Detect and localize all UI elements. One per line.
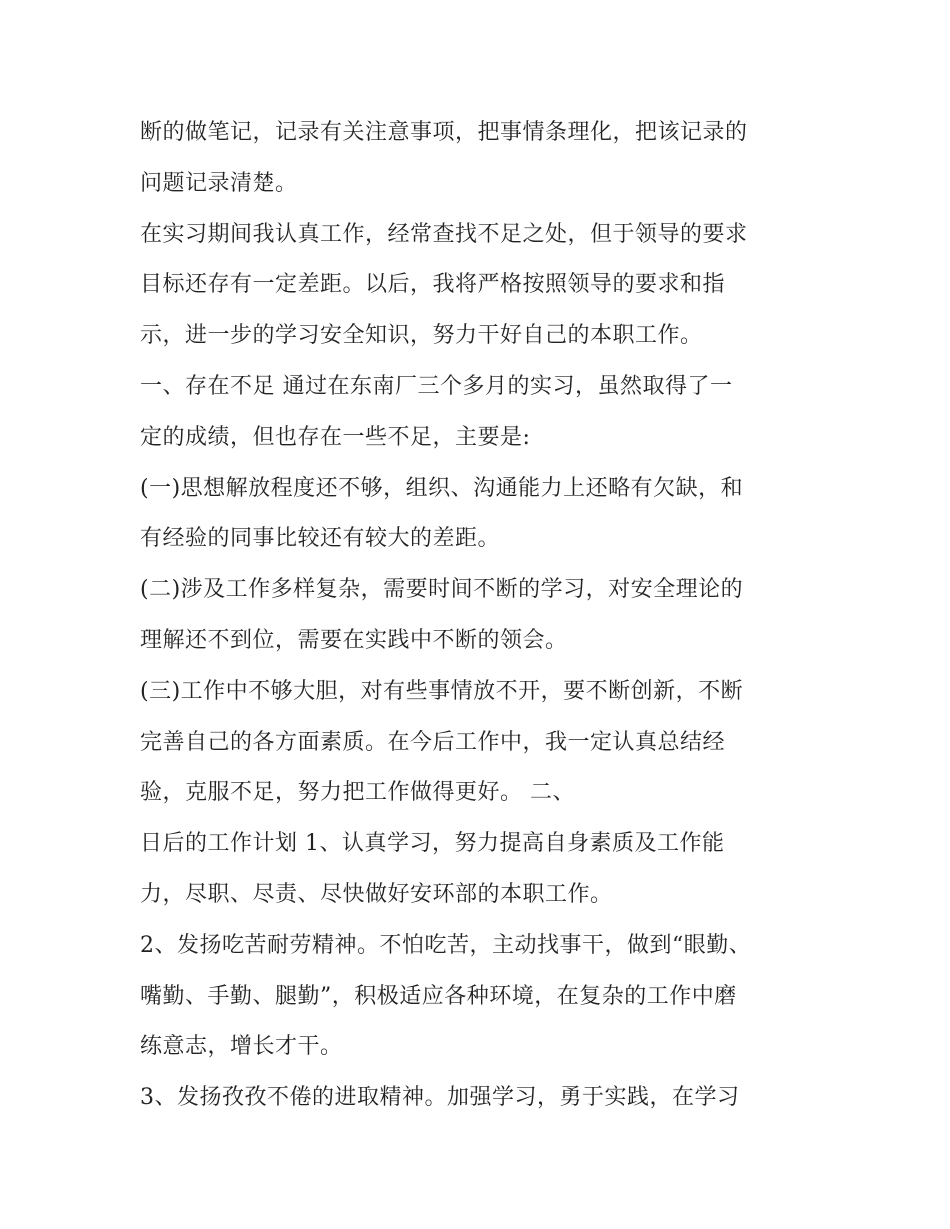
text-line: (二)涉及工作多样复杂，需要时间不断的学习，对安全理论的	[140, 577, 744, 603]
text-line: 2、发扬吃苦耐劳精神。不怕吃苦，主动找事干，做到“眼勤、	[140, 932, 752, 958]
document-body	[140, 108, 830, 1124]
text-line: 问题记录清楚。	[140, 170, 298, 196]
text-line: 力，尽职、尽责、尽快做好安环部的本职工作。	[140, 881, 613, 907]
text-line: 示，进一步的学习安全知识，努力干好自己的本职工作。	[140, 323, 703, 349]
text-line: 断的做笔记，记录有关注意事项，把事情条理化，把该记录的	[140, 120, 748, 145]
text-line: 完善自己的各方面素质。在今后工作中，我一定认真总结经	[140, 729, 726, 755]
text-line: 一、存在不足 通过在东南厂三个多月的实习，虽然取得了一	[140, 373, 733, 399]
text-line: 练意志，增长才干。	[140, 1034, 343, 1060]
text-line: 验，克服不足，努力把工作做得更好。 二、	[140, 780, 575, 806]
text-line: 有经验的同事比较还有较大的差距。	[140, 526, 501, 552]
text-line: (三)工作中不够大胆，对有些事情放不开，要不断创新，不断	[140, 678, 744, 704]
text-line: 嘴勤、手勤、腿勤”，积极适应各种环境，在复杂的工作中磨	[140, 983, 737, 1009]
text-line: (一)思想解放程度还不够，组织、沟通能力上还略有欠缺，和	[140, 475, 744, 501]
text-line: 在实习期间我认真工作，经常查找不足之处，但于领导的要求	[140, 221, 748, 247]
text-line: 目标还存有一定差距。以后，我将严格按照领导的要求和指	[140, 272, 726, 298]
text-line: 定的成绩，但也存在一些不足，主要是:	[140, 424, 531, 450]
text-line: 3、发扬孜孜不倦的进取精神。加强学习，勇于实践，在学习	[140, 1085, 740, 1111]
text-line: 理解还不到位，需要在实践中不断的领会。	[140, 627, 568, 653]
text-line: 日后的工作计划 1、认真学习，努力提高自身素质及工作能	[140, 831, 725, 857]
